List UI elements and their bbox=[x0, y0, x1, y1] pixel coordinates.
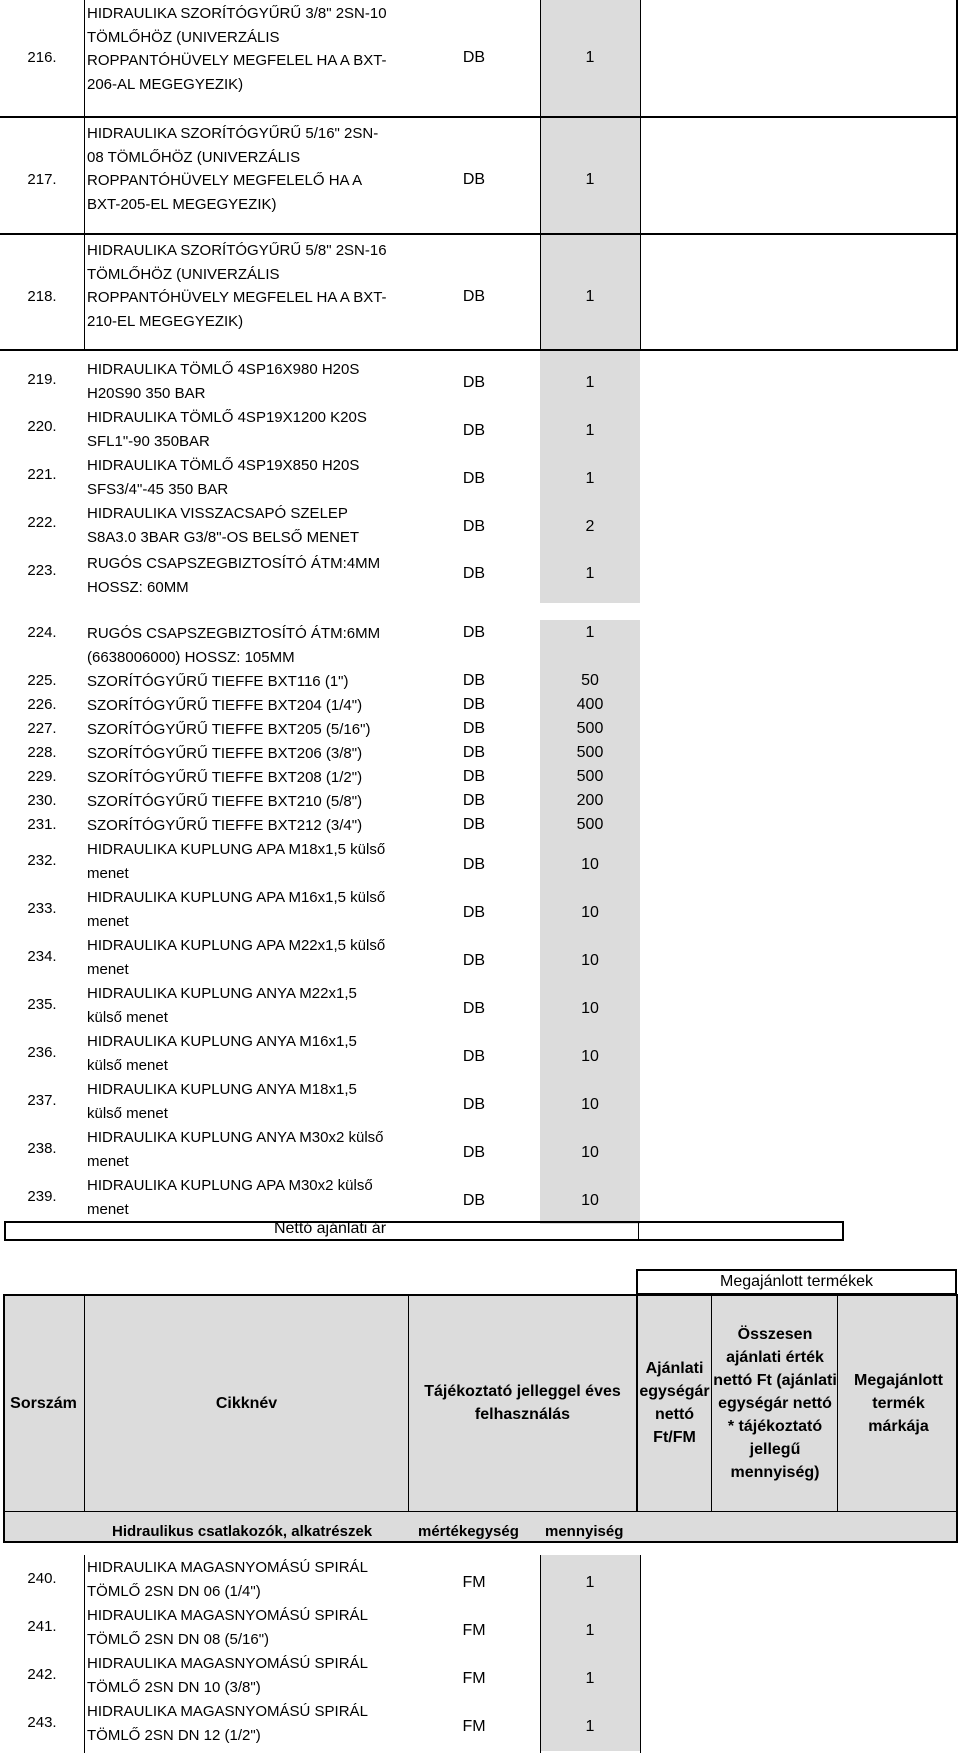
table-row bbox=[0, 1030, 960, 1078]
grid-line bbox=[837, 1294, 838, 1512]
unit-price-header: Ajánlati egységár nettó Ft/FM bbox=[639, 1360, 710, 1446]
qty-cell: 1 bbox=[585, 470, 595, 487]
table-row bbox=[0, 982, 960, 1030]
table-row bbox=[0, 934, 960, 982]
item-name: SZORÍTÓGYŰRŰ TIEFFE BXT205 (5/16") bbox=[87, 721, 371, 738]
unit-cell: DB bbox=[462, 952, 486, 969]
item-name: SZORÍTÓGYŰRŰ TIEFFE BXT210 (5/8") bbox=[87, 793, 363, 810]
qty-cell: 1 bbox=[585, 565, 595, 582]
unit-cell: DB bbox=[462, 672, 486, 689]
net-price-label: Nettó ajánlati ár bbox=[273, 1220, 387, 1237]
item-name: HIDRAULIKA KUPLUNG ANYA M18x1,5 külső menet bbox=[87, 1081, 357, 1122]
serial-header: Sorszám bbox=[10, 1394, 77, 1412]
table-row bbox=[0, 1556, 960, 1604]
item-name: HIDRAULIKA TÖMLŐ 4SP19X1200 K20S SFL1"-90 350BAR bbox=[87, 409, 367, 450]
qty-cell: 50 bbox=[581, 672, 599, 689]
table-row bbox=[0, 548, 960, 603]
unit-cell: DB bbox=[462, 470, 486, 487]
annual-usage-header: Tájékoztató jelleggel éves felhasználás bbox=[424, 1383, 621, 1423]
table-row bbox=[0, 838, 960, 886]
unit-cell: DB bbox=[462, 1192, 486, 1209]
row-number: 225. bbox=[27, 672, 57, 689]
unit-cell: DB bbox=[462, 768, 486, 785]
row-number: 220. bbox=[27, 418, 57, 435]
item-name: HIDRAULIKA SZORÍTÓGYŰRŰ 5/8" 2SN-16 TÖMLŐHÖZ (UNIVERZÁLIS ROPPANTÓHÜVELY MEGFELEL HA A BXT-210-EL MEGEGYEZIK) bbox=[87, 242, 387, 330]
qty-cell: 500 bbox=[576, 744, 604, 761]
item-name: HIDRAULIKA MAGASNYOMÁSÚ SPIRÁL TÖMLŐ 2SN DN 08 (5/16") bbox=[87, 1607, 368, 1648]
unit-cell: DB bbox=[462, 904, 486, 921]
qty-cell: 10 bbox=[581, 1000, 599, 1017]
item-name: SZORÍTÓGYŰRŰ TIEFFE BXT208 (1/2") bbox=[87, 769, 363, 786]
unit-cell: DB bbox=[462, 171, 486, 188]
row-number: 234. bbox=[27, 948, 57, 965]
qty-cell: 500 bbox=[576, 768, 604, 785]
row-number: 236. bbox=[27, 1044, 57, 1061]
grid-line bbox=[638, 1223, 639, 1241]
offered-products-label: Megajánlott termékek bbox=[720, 1273, 873, 1290]
table-row bbox=[0, 1126, 960, 1174]
table-row bbox=[0, 235, 960, 349]
item-name: HIDRAULIKA KUPLUNG APA M22x1,5 külső menet bbox=[87, 937, 386, 978]
unit-cell: DB bbox=[462, 696, 486, 713]
unit-cell: DB bbox=[462, 720, 486, 737]
qty-cell: 2 bbox=[585, 518, 595, 535]
table-row bbox=[0, 500, 960, 548]
unit-cell: DB bbox=[462, 1048, 486, 1065]
qty-cell: 1 bbox=[585, 171, 595, 188]
unit-cell: DB bbox=[462, 374, 486, 391]
qty-cell: 500 bbox=[576, 720, 604, 737]
unit-cell: DB bbox=[462, 518, 486, 535]
qty-cell: 500 bbox=[576, 816, 604, 833]
unit-cell: DB bbox=[462, 1144, 486, 1161]
item-name: HIDRAULIKA SZORÍTÓGYŰRŰ 5/16" 2SN-08 TÖMLŐHÖZ (UNIVERZÁLIS ROPPANTÓHÜVELY MEGFELELŐ HA A BXT-205-EL MEGEGYEZIK) bbox=[87, 125, 379, 213]
row-number: 226. bbox=[27, 696, 57, 713]
qty-cell: 1 bbox=[585, 49, 595, 66]
table-row bbox=[0, 886, 960, 934]
qty-cell: 10 bbox=[581, 1192, 599, 1209]
item-name: SZORÍTÓGYŰRŰ TIEFFE BXT212 (3/4") bbox=[87, 817, 363, 834]
table-row bbox=[0, 1604, 960, 1652]
item-name: HIDRAULIKA VISSZACSAPÓ SZELEP S8A3.0 3BAR G3/8"-OS BELSŐ MENET bbox=[87, 505, 360, 546]
qty-cell: 200 bbox=[576, 792, 604, 809]
total-value-header: Összesen ajánlati érték nettó Ft (ajánlati egységár nettó * tájékoztató jellegű mennyiség) bbox=[713, 1325, 837, 1481]
item-name: HIDRAULIKA KUPLUNG ANYA M22x1,5 külső menet bbox=[87, 985, 357, 1026]
item-name: RUGÓS CSAPSZEGBIZTOSÍTÓ ÁTM:4MM HOSSZ: 60MM bbox=[87, 555, 381, 596]
qty-cell: 1 bbox=[585, 374, 595, 391]
qty-cell: 10 bbox=[581, 1048, 599, 1065]
item-name: RUGÓS CSAPSZEGBIZTOSÍTÓ ÁTM:6MM (6638006000) HOSSZ: 105MM bbox=[87, 625, 381, 666]
table-row bbox=[0, 1174, 960, 1222]
row-number: 240. bbox=[27, 1570, 57, 1587]
row-number: 232. bbox=[27, 852, 57, 869]
unit-cell: FM bbox=[462, 1670, 486, 1687]
item-name: HIDRAULIKA MAGASNYOMÁSÚ SPIRÁL TÖMLŐ 2SN DN 06 (1/4") bbox=[87, 1559, 368, 1600]
item-name: HIDRAULIKA MAGASNYOMÁSÚ SPIRÁL TÖMLŐ 2SN DN 12 (1/2") bbox=[87, 1703, 368, 1744]
qty-cell: 1 bbox=[585, 422, 595, 439]
qty-cell: 1 bbox=[585, 624, 595, 641]
grid-line bbox=[3, 1511, 958, 1512]
unit-cell: FM bbox=[462, 1718, 486, 1735]
qty-cell: 1 bbox=[585, 1574, 595, 1591]
table-row bbox=[0, 404, 960, 452]
row-number: 242. bbox=[27, 1666, 57, 1683]
row-number: 224. bbox=[27, 624, 57, 641]
row-number: 227. bbox=[27, 720, 57, 737]
qty-cell: 10 bbox=[581, 856, 599, 873]
category-label: Hidraulikus csatlakozók, alkatrészek bbox=[112, 1523, 373, 1540]
table-row bbox=[0, 622, 960, 670]
unit-cell: FM bbox=[462, 1622, 486, 1639]
table-row bbox=[0, 0, 960, 116]
table-row bbox=[0, 766, 960, 790]
row-number: 221. bbox=[27, 466, 57, 483]
item-name: HIDRAULIKA KUPLUNG APA M30x2 külső menet bbox=[87, 1177, 373, 1218]
table-row bbox=[0, 718, 960, 742]
unit-cell: DB bbox=[462, 856, 486, 873]
unit-column-header: mértékegység bbox=[418, 1523, 519, 1540]
unit-cell: DB bbox=[462, 792, 486, 809]
table-row bbox=[0, 1652, 960, 1700]
table-row bbox=[0, 1078, 960, 1126]
table-row bbox=[0, 452, 960, 500]
item-name: SZORÍTÓGYŰRŰ TIEFFE BXT206 (3/8") bbox=[87, 745, 363, 762]
table-row bbox=[0, 814, 960, 838]
grid-line bbox=[408, 1294, 409, 1512]
item-name: HIDRAULIKA KUPLUNG ANYA M30x2 külső menet bbox=[87, 1129, 384, 1170]
unit-cell: DB bbox=[462, 816, 486, 833]
row-number: 237. bbox=[27, 1092, 57, 1109]
row-number: 238. bbox=[27, 1140, 57, 1157]
qty-cell: 400 bbox=[576, 696, 604, 713]
unit-cell: DB bbox=[462, 288, 486, 305]
qty-cell: 10 bbox=[581, 904, 599, 921]
row-number: 229. bbox=[27, 768, 57, 785]
unit-cell: DB bbox=[462, 565, 486, 582]
table-row bbox=[0, 118, 960, 233]
qty-cell: 1 bbox=[585, 1670, 595, 1687]
qty-cell: 1 bbox=[585, 1718, 595, 1735]
item-name: HIDRAULIKA MAGASNYOMÁSÚ SPIRÁL TÖMLŐ 2SN DN 10 (3/8") bbox=[87, 1655, 368, 1696]
row-number: 222. bbox=[27, 514, 57, 531]
unit-cell: DB bbox=[462, 422, 486, 439]
row-number: 235. bbox=[27, 996, 57, 1013]
qty-column-header: mennyiség bbox=[545, 1523, 624, 1540]
row-number: 231. bbox=[27, 816, 57, 833]
item-name: HIDRAULIKA KUPLUNG APA M16x1,5 külső menet bbox=[87, 889, 386, 930]
item-name: SZORÍTÓGYŰRŰ TIEFFE BXT116 (1") bbox=[87, 673, 349, 690]
row-number: 241. bbox=[27, 1618, 57, 1635]
table-row bbox=[0, 742, 960, 766]
row-number: 243. bbox=[27, 1714, 57, 1731]
unit-cell: DB bbox=[462, 1096, 486, 1113]
table-row bbox=[0, 670, 960, 694]
unit-cell: DB bbox=[462, 624, 486, 641]
row-number: 230. bbox=[27, 792, 57, 809]
unit-cell: FM bbox=[462, 1574, 486, 1591]
item-name: SZORÍTÓGYŰRŰ TIEFFE BXT204 (1/4") bbox=[87, 697, 363, 714]
qty-cell: 10 bbox=[581, 1096, 599, 1113]
row-number: 233. bbox=[27, 900, 57, 917]
unit-cell: DB bbox=[462, 744, 486, 761]
item-name: HIDRAULIKA KUPLUNG APA M18x1,5 külső menet bbox=[87, 841, 386, 882]
table-row bbox=[0, 1700, 960, 1748]
table-row bbox=[0, 356, 960, 404]
row-number: 218. bbox=[27, 288, 57, 305]
qty-cell: 1 bbox=[585, 1622, 595, 1639]
qty-cell: 10 bbox=[581, 1144, 599, 1161]
row-number: 228. bbox=[27, 744, 57, 761]
item-name: HIDRAULIKA SZORÍTÓGYŰRŰ 3/8" 2SN-10 TÖMLŐHÖZ (UNIVERZÁLIS ROPPANTÓHÜVELY MEGFELEL HA A BXT-206-AL MEGEGYEZIK) bbox=[87, 5, 387, 93]
grid-line bbox=[711, 1294, 712, 1512]
offered-products-header bbox=[636, 1269, 957, 1295]
qty-cell: 10 bbox=[581, 952, 599, 969]
table-row bbox=[0, 694, 960, 718]
item-name: HIDRAULIKA TÖMLŐ 4SP16X980 H20S H20S90 350 BAR bbox=[87, 361, 360, 402]
unit-cell: DB bbox=[462, 1000, 486, 1017]
row-number: 223. bbox=[27, 562, 57, 579]
row-number: 216. bbox=[27, 49, 57, 66]
grid-line bbox=[0, 349, 958, 351]
item-name: HIDRAULIKA KUPLUNG ANYA M16x1,5 külső menet bbox=[87, 1033, 357, 1074]
item-name: HIDRAULIKA TÖMLŐ 4SP19X850 H20S SFS3/4"-45 350 BAR bbox=[87, 457, 360, 498]
brand-header: Megajánlott termék márkája bbox=[854, 1371, 943, 1435]
item-name-header: Cikknév bbox=[215, 1394, 278, 1412]
row-number: 217. bbox=[27, 171, 57, 188]
table-row bbox=[0, 790, 960, 814]
qty-cell: 1 bbox=[585, 288, 595, 305]
row-number: 219. bbox=[27, 371, 57, 388]
row-number: 239. bbox=[27, 1188, 57, 1205]
unit-cell: DB bbox=[462, 49, 486, 66]
